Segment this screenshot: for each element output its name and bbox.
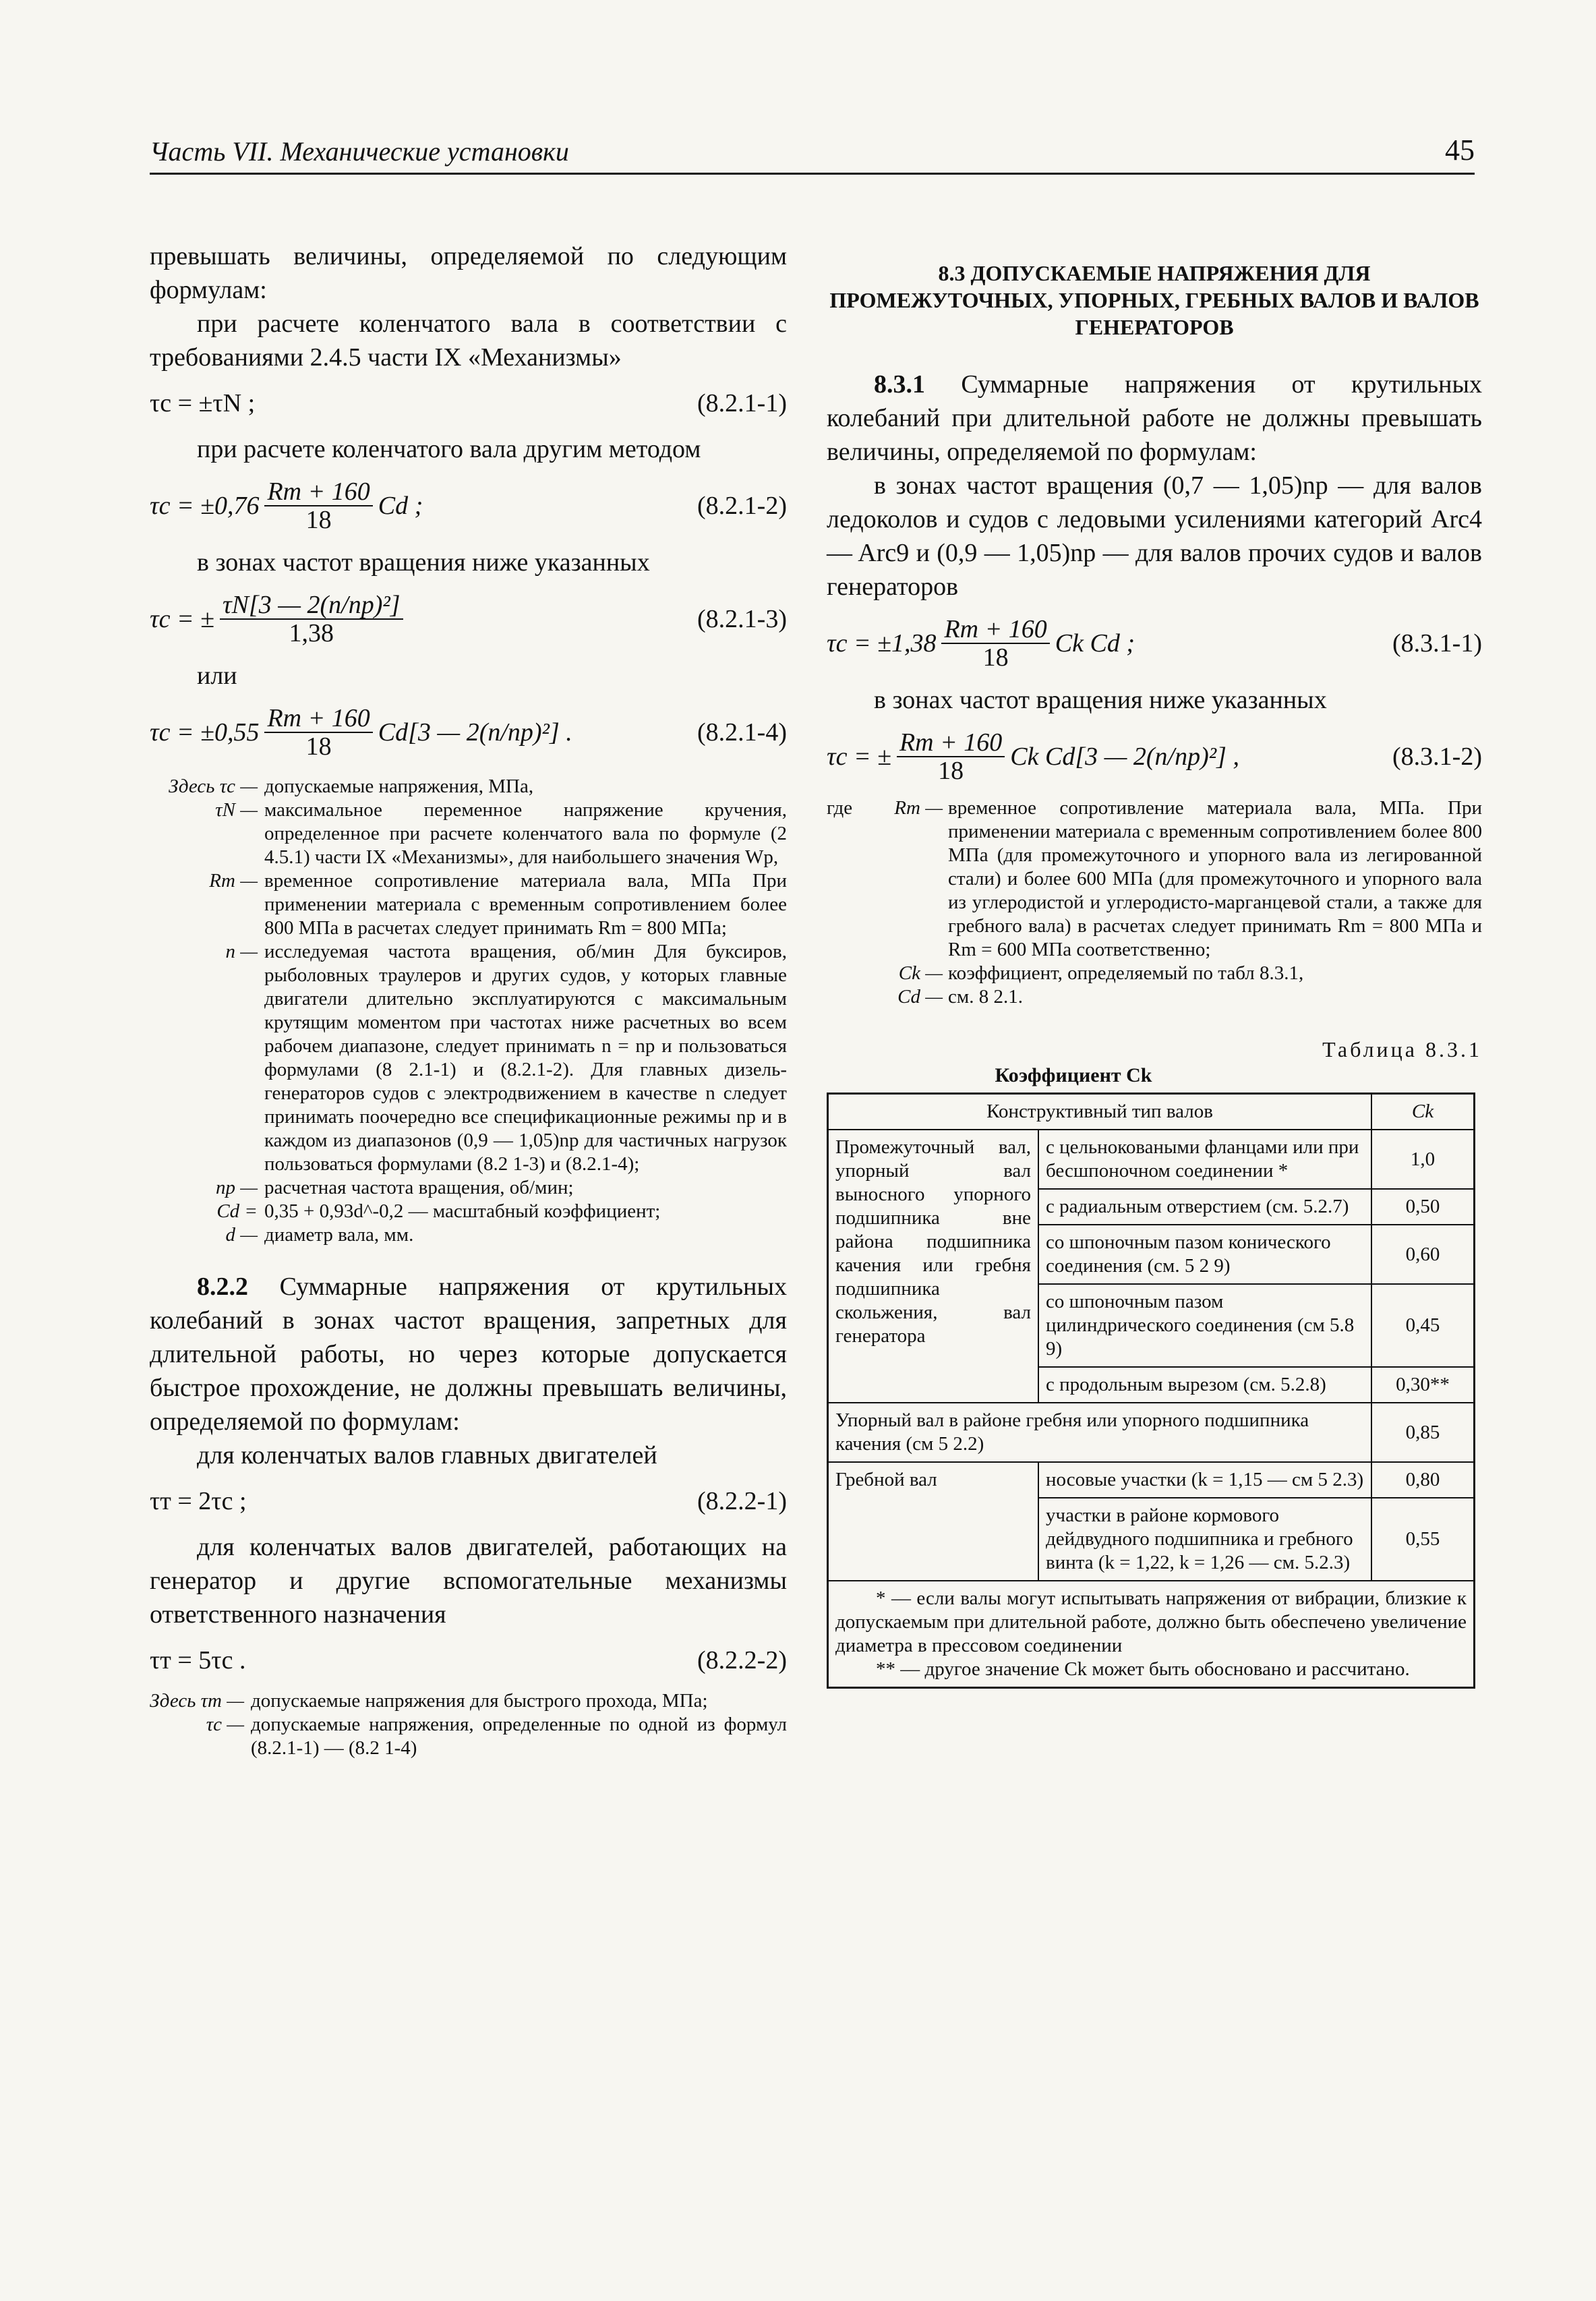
formula-8-2-1-3 [150, 591, 787, 647]
formula-8-3-1-1 [827, 616, 1482, 671]
formula-expression: τc = ±τN ; [150, 389, 256, 417]
formula-number: (8.2.1-2) [697, 492, 787, 520]
note-text: диаметр вала, мм. [264, 1224, 414, 1246]
formula-rhs: Ck Cd ; [1055, 629, 1135, 658]
note-text: временное сопротивление материала вала, МПа При применении материала с временным сопротивлением более 800 МПа в расчетах следует принимать Rm = 800 МПа; [264, 870, 787, 939]
table-value: 0,50 [1371, 1189, 1475, 1225]
fraction [264, 478, 372, 533]
note-row [150, 1200, 787, 1223]
note-text: допускаемые напряжения, МПа, [264, 776, 534, 797]
note-row [150, 798, 787, 869]
paragraph: в зонах частот вращения ниже указанных [197, 548, 650, 577]
table-row [828, 1130, 1475, 1189]
table-cell: со шпоночным пазом цилиндрического соединения (см 5.8 9) [1038, 1284, 1371, 1367]
table-value: 0,85 [1371, 1403, 1475, 1462]
section-number: 8.3.1 [874, 370, 925, 399]
section-number: 8.2.2 [197, 1273, 248, 1301]
note-row [150, 940, 787, 1176]
table-cell: с цельноковаными фланцами или при бесшпоночном соединении * [1038, 1130, 1371, 1189]
footnote: ** — другое значение Ck может быть обосновано и рассчитано. [876, 1658, 1410, 1680]
formula-number: (8.2.1-1) [697, 389, 787, 417]
formula-lhs: τc = ±0,55 [150, 718, 260, 747]
paragraph: или [197, 662, 237, 690]
table-header-type: Конструктивный тип валов [828, 1094, 1372, 1130]
table-footnotes [828, 1581, 1475, 1688]
paragraph: превышать величины, определяемой по следующим формулам: [150, 242, 787, 304]
table-caption: Таблица 8.3.1 [1322, 1037, 1482, 1061]
paragraph-8-2-2 [150, 1270, 787, 1438]
note-symbol: np — [215, 1177, 258, 1198]
table-group-cell: Промежуточный вал, упорный вал выносного упорного подшипника вне района подшипника качения или гребня подшипника скольжения, вал генератора [828, 1130, 1039, 1403]
table-footnote-row [828, 1581, 1475, 1688]
table-cell: носовые участки (k = 1,15 — см 5 2.3) [1038, 1462, 1371, 1498]
table-value: 0,45 [1371, 1284, 1475, 1367]
table-value: 1,0 [1371, 1130, 1475, 1189]
header-title: Часть VII. Механические установки [150, 136, 569, 167]
table-value: 0,30** [1371, 1367, 1475, 1403]
formula-number: (8.3.1-2) [1392, 742, 1482, 771]
fraction [897, 729, 1005, 784]
paragraph: в зонах частот вращения ниже указанных [874, 686, 1327, 714]
note-text: максимальное переменное напряжение кручения, определенное при расчете коленчатого вала по формуле (2 4.5.1) части IX «Механизмы», для наибольшего значения Wp, [264, 799, 787, 868]
formula-rhs: Cd ; [378, 492, 423, 520]
note-row [150, 869, 787, 940]
formula-lhs: τc = ±1,38 [827, 629, 937, 658]
formula-8-2-1-2 [150, 478, 787, 533]
fraction-denominator: 18 [305, 506, 332, 534]
note-text: коэффициент, определяемый по табл 8.3.1, [948, 962, 1304, 984]
table-row [828, 1462, 1475, 1498]
table-group-cell: Гребной вал [828, 1462, 1039, 1581]
formula-expression: τт = 2τc ; [150, 1487, 247, 1515]
coefficient-table [827, 1093, 1475, 1689]
paragraph-8-3-1 [827, 368, 1482, 469]
formula-number: (8.3.1-1) [1392, 629, 1482, 658]
paragraph: для коленчатых валов двигателей, работающих на генератор и другие вспомогательные механизмы ответственного назначения [150, 1533, 787, 1629]
note-symbol: Здесь τc — [169, 776, 258, 797]
where-word: где [827, 797, 853, 819]
formula-8-2-1-1 [150, 386, 787, 420]
table-value: 0,55 [1371, 1498, 1475, 1581]
fraction-numerator: Rm + 160 [264, 478, 372, 506]
note-text: допускаемые напряжения для быстрого прохода, МПа; [251, 1690, 708, 1712]
fraction-numerator: Rm + 160 [264, 705, 372, 733]
table-header-row [828, 1094, 1475, 1130]
fraction-denominator: 18 [982, 643, 1009, 672]
formula-expression: τт = 5τc . [150, 1646, 246, 1674]
note-text: расчетная частота вращения, об/мин; [264, 1177, 574, 1198]
fraction-denominator: 1,38 [289, 619, 334, 647]
table-cell: с продольным вырезом (см. 5.2.8) [1038, 1367, 1371, 1403]
left-column [150, 239, 787, 1760]
table-row [828, 1403, 1475, 1462]
note-symbol: τc — [206, 1714, 244, 1735]
where-block [827, 796, 1482, 1009]
running-header [150, 129, 1475, 175]
symbol-notes-2 [150, 1689, 787, 1760]
note-text: исследуемая частота вращения, об/мин Для буксиров, рыболовных траулеров и других судов, у которых главные двигатели длительно эксплуатируются с максимальным крутящим моментом при частотах ниже расчетных во всем рабочем диапазоне, следует принимать n = np и пользоваться формулами (8 2.1-1) и (8.2.1-2). Для главных дизель-генераторов судов с электродвижением в качестве n следует принимать поочередно все спецификационные режимы np и в каждом из диапазонов (0,9 — 1,05)np для частичных нагрузок пользоваться формулами (8.2 1-3) и (8.2.1-4); [264, 941, 787, 1175]
note-text: см. 8 2.1. [948, 986, 1023, 1008]
table-value: 0,60 [1371, 1225, 1475, 1284]
table-cell: участки в районе кормового дейдвудного подшипника и гребного винта (k = 1,22, k = 1,26 — см. 5.2.3) [1038, 1498, 1371, 1581]
paragraph-text: Суммарные напряжения от крутильных колебаний при длительной работе не должны превышать величины, определяемой по формулам: [827, 370, 1483, 466]
formula-number: (8.2.2-1) [697, 1487, 787, 1515]
formula-number: (8.2.2-2) [697, 1646, 787, 1674]
note-row [150, 1713, 787, 1760]
note-symbol: Rm — [894, 797, 943, 819]
paragraph-text: Суммарные напряжения от крутильных колебаний в зонах частот вращения, запретных для длительной работы, но через которые допускается быстрое прохождение, не должны превышать величины, определяемой по формулам: [150, 1273, 788, 1436]
formula-rhs: Cd[3 — 2(n/np)²] . [378, 718, 572, 747]
note-row [150, 775, 787, 798]
note-text: временное сопротивление материала вала, МПа. При применении материала с временным сопротивлением более 800 МПа (для промежуточного и упорного вала из легированной стали) и более 600 МПа (для промежуточного и упорного вала из углеродистой и углеродисто-марганцевой стали, а также для гребного вала) в расчетах следует принимать Rm = 800 МПа и Rm = 600 МПа соответственно; [948, 797, 1482, 960]
fraction-numerator: Rm + 160 [941, 616, 1049, 644]
formula-number: (8.2.1-4) [697, 718, 787, 747]
fraction-numerator: τN[3 — 2(n/np)²] [220, 591, 403, 620]
formula-8-3-1-2 [827, 729, 1482, 784]
formula-8-2-1-4 [150, 705, 787, 760]
where-row [827, 796, 1482, 962]
formula-lhs: τc = ± [827, 742, 891, 771]
table-cell: со шпоночным пазом конического соединения (см. 5 2 9) [1038, 1225, 1371, 1284]
note-text: 0,35 + 0,93d^-0,2 — масштабный коэффициент; [264, 1200, 661, 1222]
table-cell: с радиальным отверстием (см. 5.2.7) [1038, 1189, 1371, 1225]
note-symbol: d — [225, 1224, 258, 1246]
paragraph: при расчете коленчатого вала другим методом [197, 435, 701, 463]
table-value: 0,80 [1371, 1462, 1475, 1498]
fraction-denominator: 18 [305, 732, 332, 761]
fraction [220, 591, 403, 647]
right-column [827, 239, 1482, 1689]
note-text: допускаемые напряжения, определенные по одной из формул (8.2.1-1) — (8.2 1-4) [251, 1714, 787, 1759]
formula-number: (8.2.1-3) [697, 605, 787, 633]
where-row [827, 962, 1482, 985]
note-symbol: Cd — [897, 986, 943, 1008]
note-row [150, 1689, 787, 1713]
note-symbol: Rm — [209, 870, 258, 892]
where-row [827, 985, 1482, 1009]
note-symbol: Здесь τт — [150, 1690, 244, 1712]
fraction [941, 616, 1049, 671]
formula-lhs: τc = ± [150, 605, 214, 633]
formula-rhs: Ck Cd[3 — 2(n/np)²] , [1010, 742, 1239, 771]
table-cell: Упорный вал в районе гребня или упорного подшипника качения (см 5 2.2) [828, 1403, 1372, 1462]
formula-8-2-2-2 [150, 1643, 787, 1677]
table-title: Коэффициент Ck [995, 1064, 1152, 1086]
table-header-ck: Ck [1371, 1094, 1475, 1130]
fraction [264, 705, 372, 760]
footnote: * — если валы могут испытывать напряжения от вибрации, близкие к допускаемым при длительной работе, должно быть обеспечено увеличение диаметра в прессовом соединении [835, 1588, 1467, 1656]
note-symbol: n — [225, 941, 258, 962]
paragraph: при расчете коленчатого вала в соответствии с требованиями 2.4.5 части IX «Механизмы» [150, 310, 787, 372]
note-row [150, 1223, 787, 1247]
fraction-numerator: Rm + 160 [897, 729, 1005, 757]
symbol-notes [150, 775, 787, 1247]
formula-8-2-2-1 [150, 1484, 787, 1518]
section-heading: 8.3 ДОПУСКАЕМЫЕ НАПРЯЖЕНИЯ ДЛЯ ПРОМЕЖУТОЧНЫХ, УПОРНЫХ, ГРЕБНЫХ ВАЛОВ И ВАЛОВ ГЕНЕРАТОРОВ [829, 261, 1479, 339]
note-row [150, 1176, 787, 1200]
page-number: 45 [1445, 134, 1475, 167]
fraction-denominator: 18 [938, 757, 964, 785]
paragraph: для коленчатых валов главных двигателей [197, 1441, 657, 1469]
note-symbol: Ck — [898, 962, 943, 984]
paragraph: в зонах частот вращения (0,7 — 1,05)np — для валов ледоколов и судов с ледовыми усилениями категорий Arc4 — Arc9 и (0,9 — 1,05)np — для валов прочих судов и валов генераторов [827, 471, 1482, 601]
note-symbol: τN — [215, 799, 258, 821]
note-symbol: Cd = [216, 1200, 258, 1222]
formula-lhs: τc = ±0,76 [150, 492, 260, 520]
